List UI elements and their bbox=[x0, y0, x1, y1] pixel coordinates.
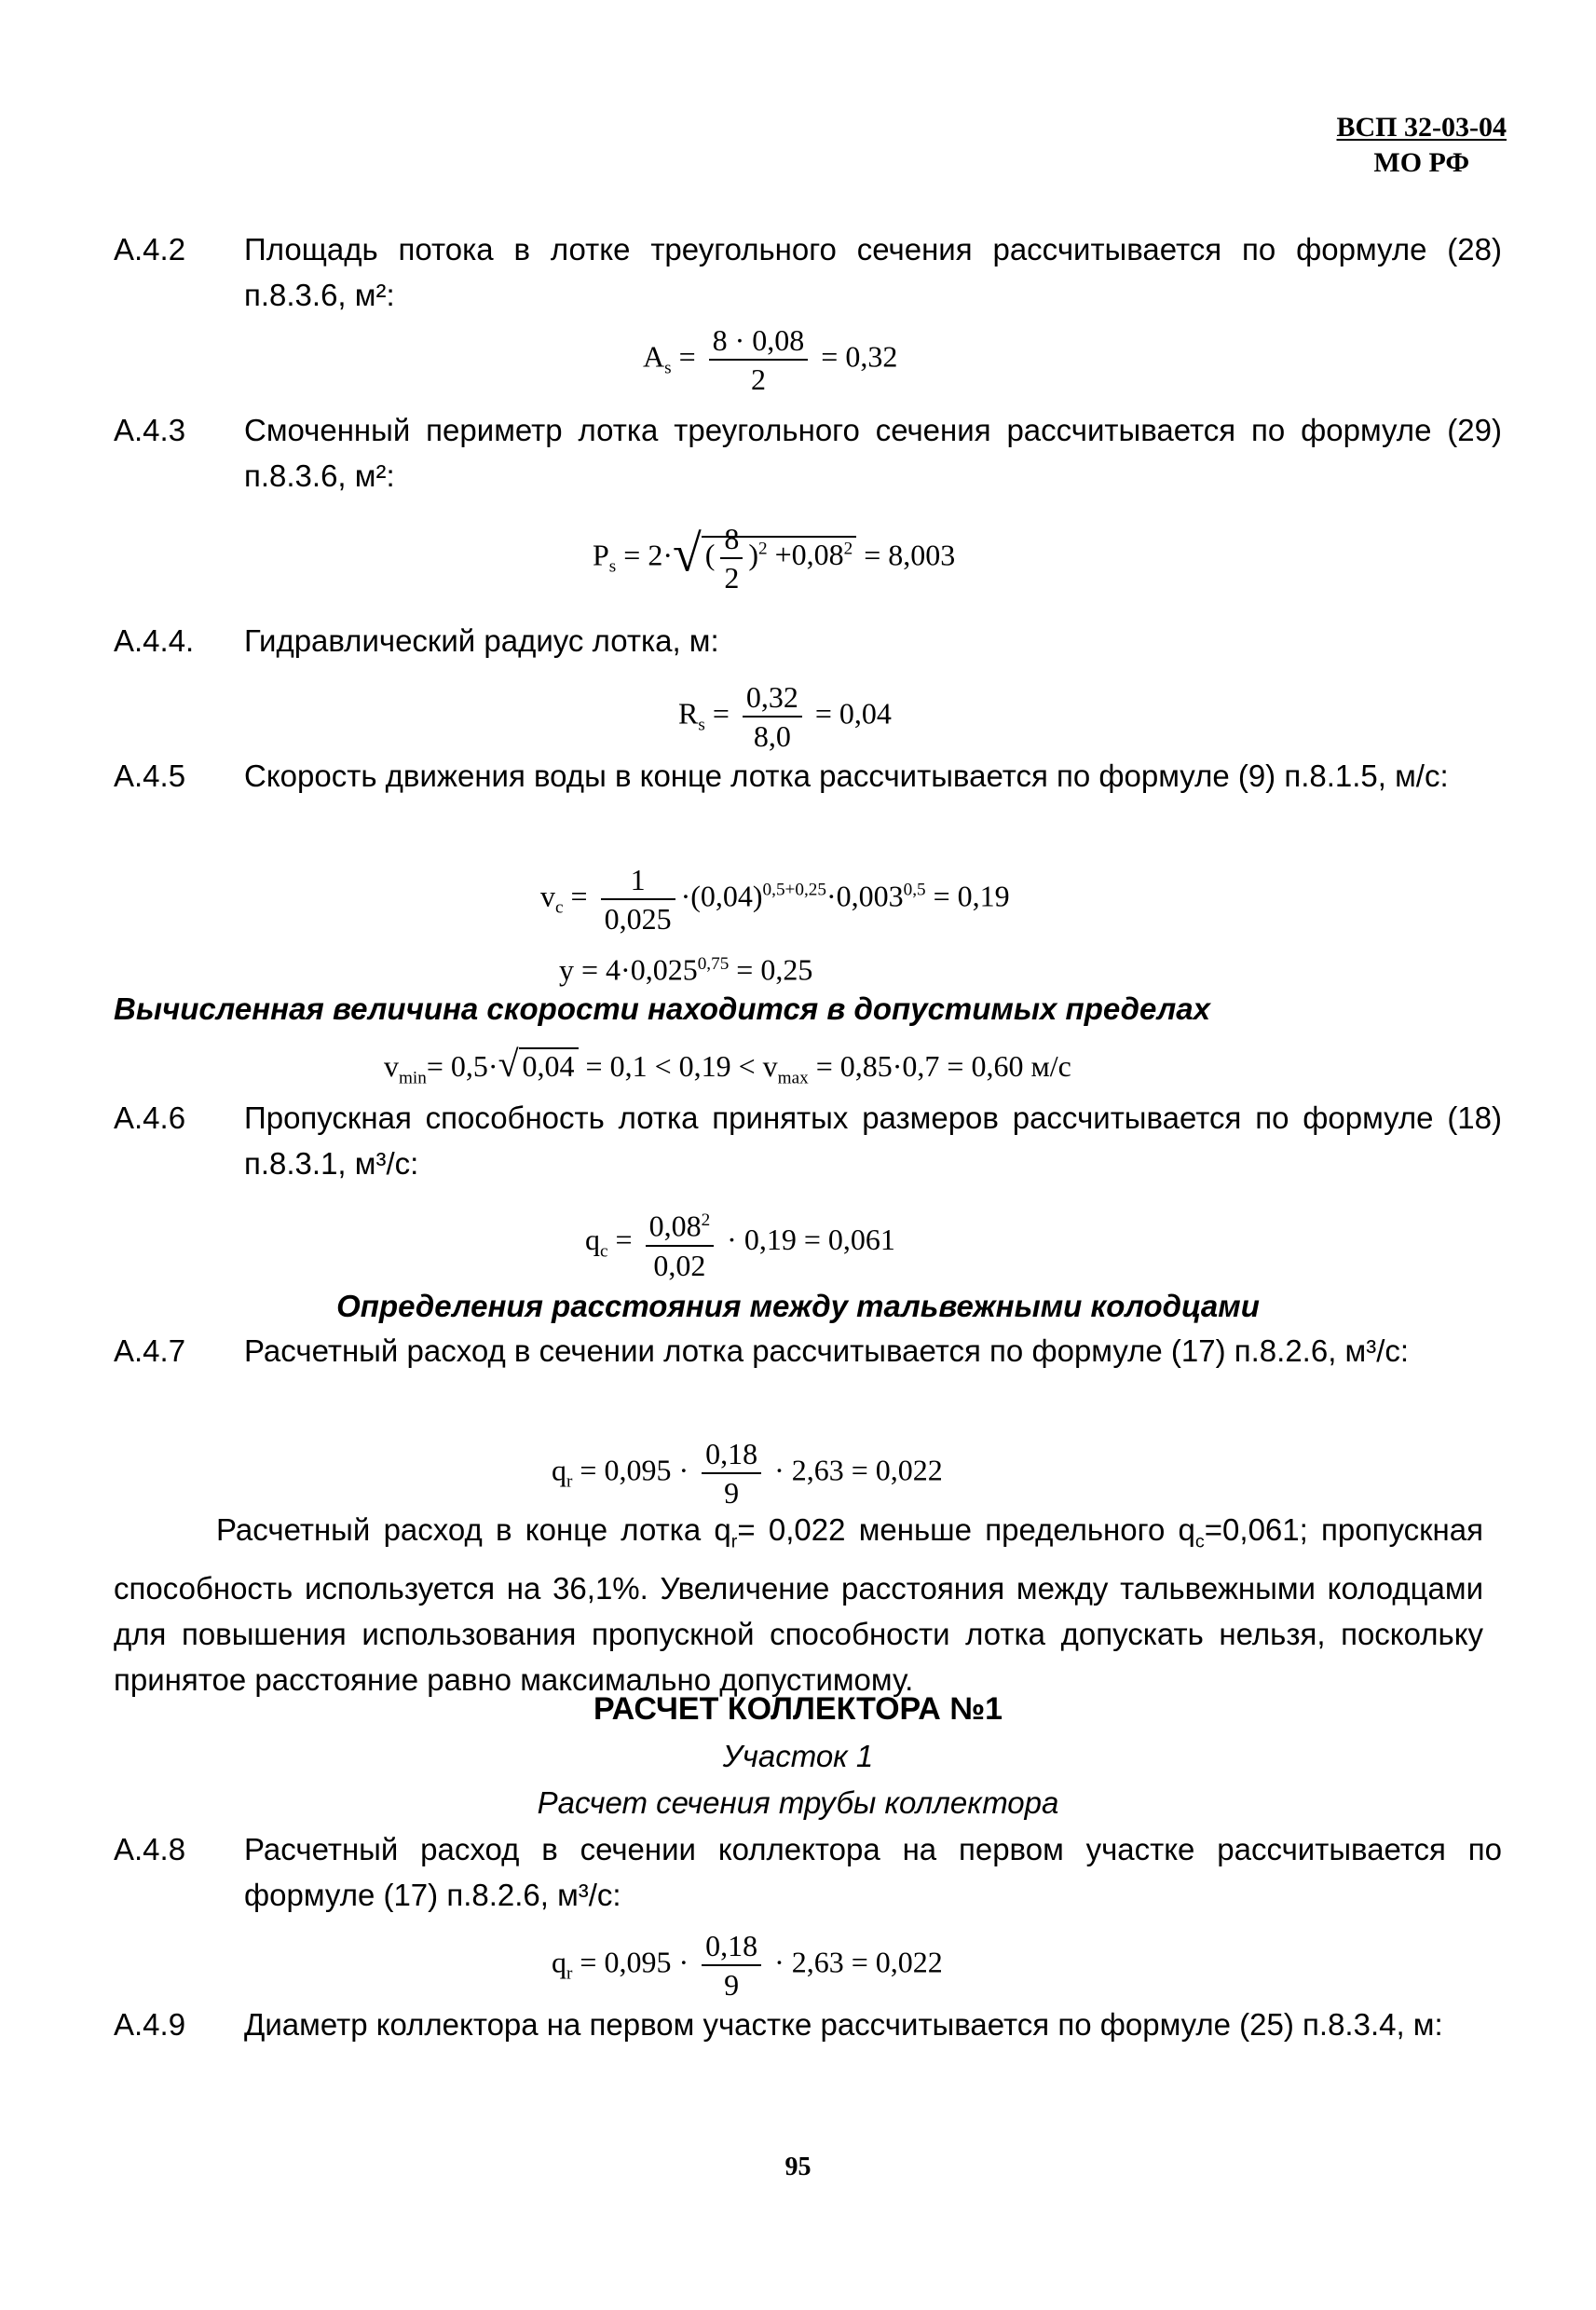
formula-exponent-y bbox=[559, 946, 812, 989]
formula-root: ( $\frac{8}{2}$ )$^2 +0,08^2$ bbox=[702, 536, 857, 571]
fraction-denominator: 2 bbox=[720, 557, 743, 596]
formula-symbol: A bbox=[643, 339, 665, 374]
item-text: Площадь потока в лотке треугольного сечения рассчитывается по формуле (28) п.8.3.6, м²: bbox=[244, 232, 1502, 312]
subsection-subtitle: Расчет сечения трубы коллектора bbox=[537, 1785, 1059, 1820]
formula-capacity bbox=[585, 1202, 895, 1284]
fraction-denominator: 8,0 bbox=[743, 716, 802, 755]
formula-subscript: c bbox=[600, 1241, 608, 1262]
formula-symbol: q bbox=[552, 1945, 566, 1979]
formula-exponent: 0,5 bbox=[903, 880, 926, 900]
formula-root: 0,04 bbox=[519, 1047, 579, 1083]
formula-flow-2 bbox=[552, 1927, 943, 2003]
formula-subscript: c bbox=[555, 897, 564, 918]
formula-exponent: 2 bbox=[701, 1210, 711, 1230]
item-text: Расчетный расход в сечении коллектора на первом участке рассчитывается по формуле (17) п.8.2.6, м³/с: bbox=[244, 1832, 1502, 1912]
formula-radius: $R_s$ = $\frac{0,32}{8,0}$ = 0,04 bbox=[678, 680, 892, 753]
formula-result: = 0,85·0,7 = 0,60 м/с bbox=[815, 1049, 1071, 1083]
formula-fraction bbox=[646, 1202, 715, 1284]
section-title: РАСЧЕТ КОЛЛЕКТОРА №1 bbox=[593, 1691, 1003, 1727]
formula-fraction bbox=[720, 520, 743, 596]
fraction-numerator: 0,32 bbox=[745, 680, 798, 714]
formula-result: = 0,19 bbox=[933, 879, 1010, 913]
item-number: А.4.5 bbox=[114, 759, 186, 793]
formula-term: = 0,1 < 0,19 < v bbox=[585, 1049, 778, 1083]
page-number: 95 bbox=[784, 2153, 812, 2181]
formula-term: = 0,5· bbox=[426, 1049, 498, 1083]
item-number: А.4.4. bbox=[114, 623, 195, 658]
formula-flow-1 bbox=[552, 1435, 943, 1511]
subsection-title: Участок 1 bbox=[722, 1739, 874, 1773]
section-heading-distance: Определения расстояния между тальвежными колодцами bbox=[336, 1289, 1260, 1323]
item-text: Смоченный периметр лотка треугольного сечения рассчитывается по формуле (29) п.8.3.6, м²: bbox=[244, 413, 1502, 493]
formula-symbol: q bbox=[552, 1453, 566, 1487]
formula-equals: = bbox=[615, 1223, 633, 1257]
paragraph-text: =0,061; пропускная способность используется на 36,1%. Увеличение расстояния между тальвежными колодцами для повышения использования пропускной способности лотка допускать нельзя, поскольку принятое расстояние равно максимально допустимому. bbox=[114, 1512, 1483, 1697]
formula-subscript: s bbox=[608, 556, 617, 577]
formula-result: = 0,04 bbox=[814, 696, 892, 731]
formula-term: = 0,095 · bbox=[580, 1945, 689, 1979]
formula-symbol: v bbox=[384, 1049, 399, 1083]
item-text: Скорость движения воды в конце лотка рассчитывается по формуле (9) п.8.1.5, м/с: bbox=[244, 759, 1449, 793]
item-text: Пропускная способность лотка принятых размеров рассчитывается по формуле (18) п.8.3.1, м³/с: bbox=[244, 1100, 1502, 1181]
formula-fraction bbox=[743, 678, 802, 755]
formula-term: +0,08 bbox=[774, 538, 844, 572]
fraction-denominator: 2 bbox=[709, 359, 809, 398]
paragraph-subscript: c bbox=[1194, 1531, 1205, 1552]
formula-term: ·(0,04) bbox=[680, 879, 763, 913]
item-number: А.4.7 bbox=[114, 1333, 186, 1368]
item-number: А.4.6 bbox=[114, 1100, 186, 1135]
formula-exponent: 0,5+0,25 bbox=[762, 880, 826, 900]
formula-result: · 2,63 = 0,022 bbox=[774, 1453, 943, 1487]
item-number: А.4.9 bbox=[114, 2007, 186, 2042]
formula-subscript: min bbox=[399, 1068, 427, 1088]
formula-fraction bbox=[709, 321, 809, 398]
formula-term: = 0,095 · bbox=[580, 1453, 689, 1487]
item-number: А.4.8 bbox=[114, 1832, 186, 1866]
fraction-denominator: 9 bbox=[702, 1964, 761, 2003]
fraction-numerator: 1 bbox=[630, 863, 646, 896]
fraction-numerator: 0,18 bbox=[705, 1437, 758, 1470]
paragraph-text: Расчетный расход в конце лотка q bbox=[216, 1512, 731, 1547]
formula-subscript: r bbox=[566, 1963, 573, 1984]
fraction-numerator: 0,18 bbox=[705, 1929, 758, 1962]
item-text: Расчетный расход в сечении лотка рассчитывается по формуле (17) п.8.2.6, м³/с: bbox=[244, 1333, 1410, 1368]
item-number: А.4.3 bbox=[114, 413, 186, 447]
formula-subscript: s bbox=[698, 715, 705, 735]
fraction-numerator: 8 bbox=[724, 522, 740, 555]
formula-exponent: 2 bbox=[758, 539, 768, 559]
item-text: Гидравлический радиус лотка, м: bbox=[244, 623, 719, 658]
formula-subscript: r bbox=[566, 1471, 573, 1492]
organization: МО РФ bbox=[1373, 147, 1470, 178]
numerator-value: 0,08 bbox=[648, 1209, 702, 1243]
paragraph-text: = 0,022 меньше предельного q bbox=[737, 1512, 1195, 1547]
formula-velocity: $v_c$ = $\frac{1}{0,025}$ $\cdot(0,04)^{0,5+0,25}\cdot 0,003^{0,5} = 0,19$ bbox=[540, 863, 1010, 936]
item-text: Диаметр коллектора на первом участке рассчитывается по формуле (25) п.8.3.4, м: bbox=[244, 2007, 1443, 2042]
item-number: А.4.2 bbox=[114, 232, 186, 267]
fraction-numerator: 8 · 0,08 bbox=[712, 323, 805, 357]
formula-symbol: v bbox=[540, 879, 555, 913]
standard-code: ВСП 32-03-04 bbox=[1336, 112, 1507, 143]
formula-result: = 0,25 bbox=[736, 952, 813, 987]
formula-symbol: q bbox=[585, 1223, 600, 1257]
formula-prefix: = 2· bbox=[623, 538, 673, 572]
fraction-numerator bbox=[646, 1202, 715, 1245]
formula-result: = 8,003 bbox=[864, 538, 956, 572]
result-paragraph bbox=[114, 1507, 1483, 1702]
formula-subscript: max bbox=[777, 1068, 809, 1088]
speed-note: Вычисленная величина скорости находится в допустимых пределах bbox=[114, 991, 1210, 1026]
formula-result: · 0,19 = 0,061 bbox=[727, 1223, 895, 1257]
fraction-denominator: 9 bbox=[702, 1472, 761, 1511]
document-header bbox=[1337, 110, 1507, 181]
fraction-denominator: 0,025 bbox=[601, 898, 675, 937]
formula-perimeter: $P_s = 2\cdot√$ ( $\frac{8}{2}$ )$^2 +0,08^2 = 8,003$ bbox=[593, 522, 956, 595]
formula-symbol: R bbox=[678, 696, 699, 731]
formula-fraction bbox=[601, 861, 675, 937]
formula-area: $A_s$ = $\frac{8 \cdot 0,08}{2}$ = 0,32 bbox=[643, 323, 898, 396]
formula-exponent: 2 bbox=[843, 539, 853, 559]
formula-fraction bbox=[702, 1435, 761, 1511]
formula-subscript: s bbox=[664, 358, 672, 378]
formula-speed-limits: $v_{min}= 0,5\cdot√$ $0,04 = 0,1 < 0,19 < v_{max} = 0,85\cdot 0,7 = 0,60$ м/с bbox=[384, 1043, 1071, 1088]
formula-exponent: 0,75 bbox=[697, 954, 730, 974]
formula-term: ·0,003 bbox=[825, 879, 904, 913]
formula-fraction bbox=[702, 1927, 761, 2003]
formula-result: = 0,32 bbox=[821, 339, 898, 374]
formula-result: · 2,63 = 0,022 bbox=[774, 1945, 943, 1979]
paragraph-subscript: r bbox=[730, 1531, 738, 1552]
formula-term: y = 4·0,025 bbox=[559, 952, 698, 987]
formula-symbol: P bbox=[593, 538, 609, 572]
fraction-denominator: 0,02 bbox=[646, 1245, 715, 1284]
